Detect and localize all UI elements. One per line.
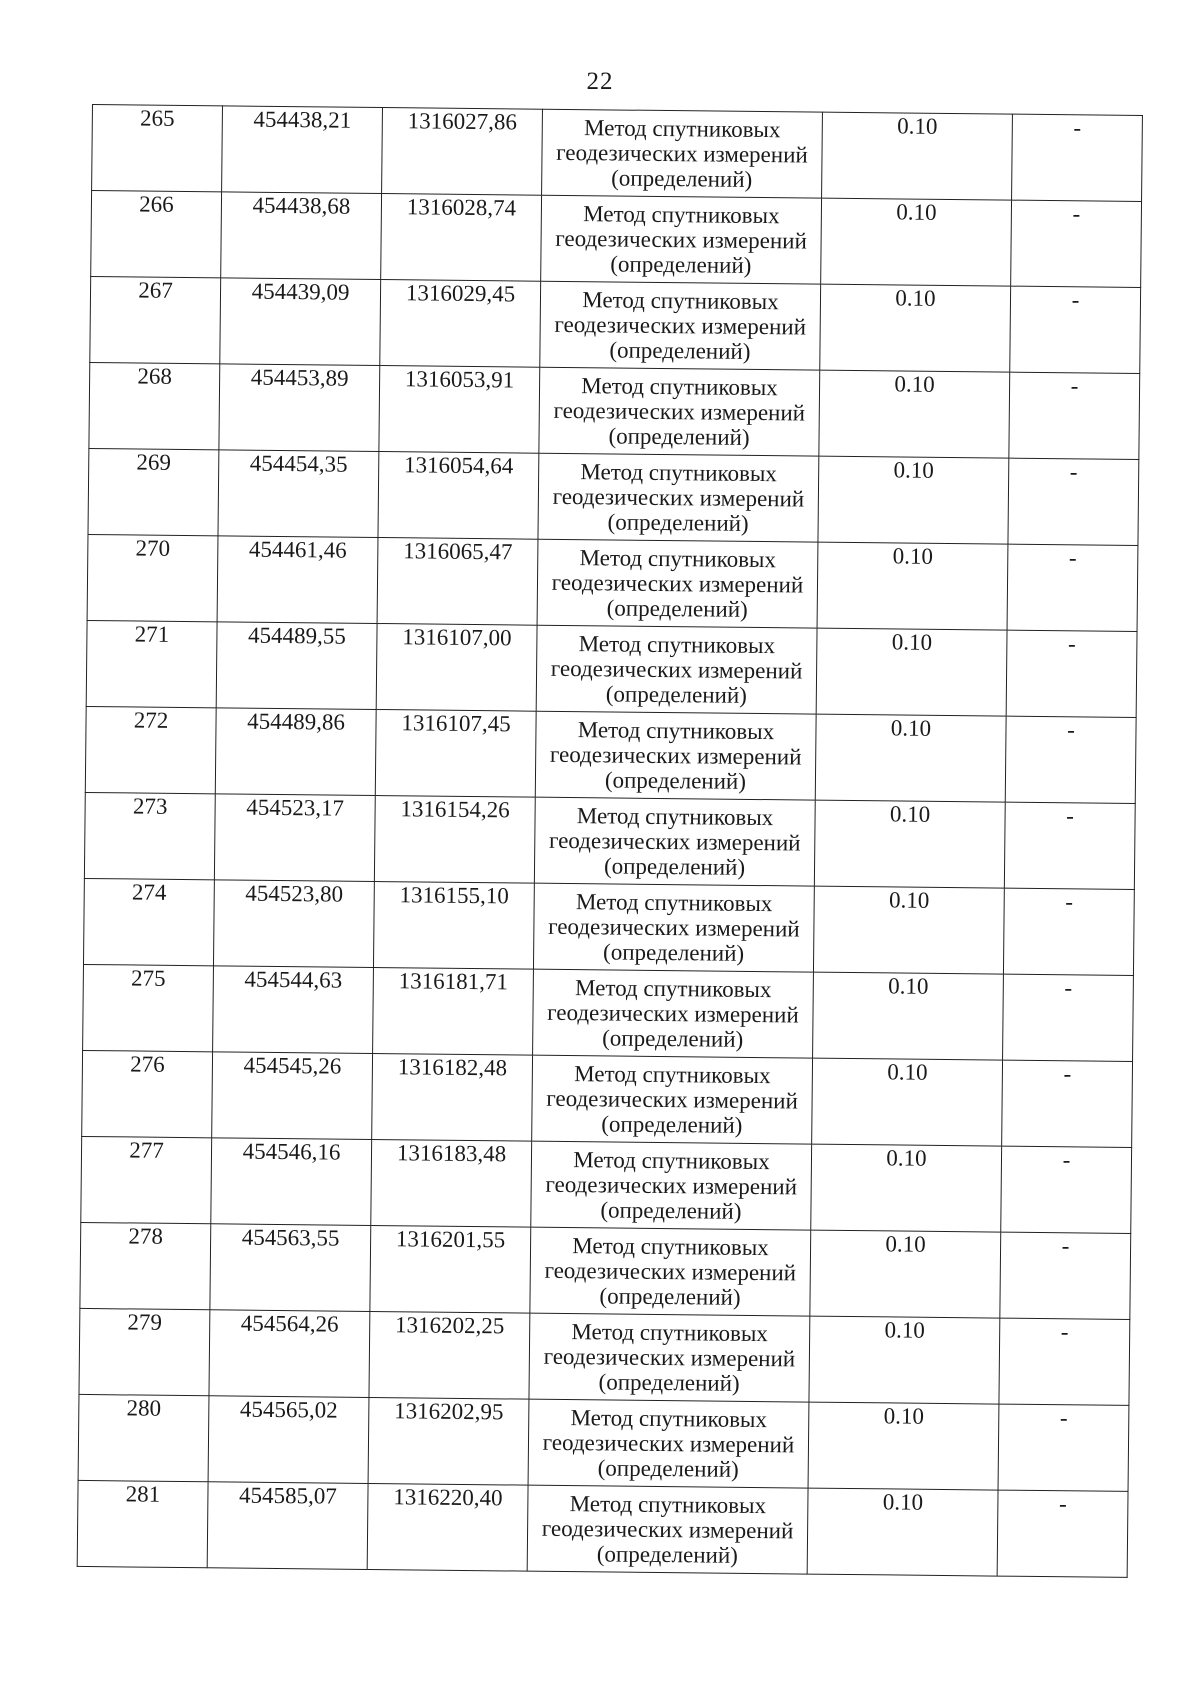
description-cell: - — [1009, 372, 1140, 459]
method-line: (определений) — [602, 939, 745, 967]
coordinate-x-cell: 454545,26 — [212, 1052, 373, 1140]
table-row — [83, 964, 1134, 1061]
method-line: Метод спутниковых — [571, 1318, 768, 1346]
accuracy-cell: 0.10 — [807, 1488, 998, 1576]
accuracy-cell: 0.10 — [815, 714, 1006, 802]
method-line: Метод спутниковых — [578, 630, 776, 658]
coordinate-y-cell: 1316054,64 — [378, 452, 539, 540]
point-number-cell: 269 — [88, 448, 219, 535]
method-cell — [537, 539, 818, 628]
table-row — [83, 878, 1134, 975]
accuracy-cell: 0.10 — [813, 886, 1004, 974]
description-cell: - — [997, 1490, 1128, 1577]
point-number-cell: 274 — [83, 878, 214, 965]
point-number-cell: 265 — [92, 105, 223, 192]
method-line: геодезических измерений — [553, 397, 806, 426]
point-number-cell: 271 — [86, 620, 217, 707]
method-line: геодезических измерений — [554, 311, 807, 340]
table-row — [88, 448, 1139, 545]
description-cell: - — [1001, 1146, 1132, 1233]
table-row — [90, 276, 1141, 373]
method-line: Метод спутниковых — [570, 1404, 768, 1432]
method-line: Метод спутниковых — [569, 1490, 767, 1518]
accuracy-cell: 0.10 — [808, 1402, 999, 1490]
coordinate-x-cell: 454546,16 — [211, 1138, 372, 1226]
coordinate-y-cell: 1316182,48 — [372, 1053, 533, 1141]
table-row — [89, 362, 1140, 459]
description-cell: - — [1007, 544, 1138, 631]
coordinate-y-cell: 1316107,45 — [375, 710, 536, 798]
table-row — [80, 1222, 1131, 1319]
method-line: Метод спутниковых — [581, 372, 778, 400]
coordinate-x-cell: 454461,46 — [217, 536, 378, 624]
method-line: (определений) — [608, 423, 750, 451]
coordinate-x-cell: 454489,55 — [216, 622, 377, 710]
accuracy-cell: 0.10 — [814, 800, 1005, 888]
description-cell: - — [1010, 286, 1141, 373]
coordinates-table — [77, 104, 1143, 1578]
coordinate-y-cell: 1316220,40 — [367, 1483, 528, 1571]
method-cell — [538, 453, 819, 542]
accuracy-cell: 0.10 — [809, 1316, 1000, 1404]
coordinate-x-cell: 454523,80 — [213, 880, 374, 968]
method-cell — [533, 969, 814, 1058]
method-cell — [531, 1141, 812, 1230]
description-cell: - — [998, 1404, 1129, 1491]
method-line: (определений) — [596, 1541, 738, 1568]
page-number: 22 — [586, 68, 614, 95]
coordinate-y-cell: 1316201,55 — [370, 1225, 531, 1313]
accuracy-cell: 0.10 — [820, 284, 1011, 372]
coordinate-x-cell: 454544,63 — [213, 966, 374, 1054]
point-number-cell: 267 — [90, 276, 221, 363]
table-row — [91, 191, 1142, 288]
method-line: (определений) — [602, 1025, 744, 1053]
coordinate-x-cell: 454585,07 — [207, 1482, 368, 1570]
point-number-cell: 272 — [85, 706, 216, 793]
method-line: геодезических измерений — [546, 1085, 798, 1114]
table-row — [85, 706, 1136, 803]
coordinate-y-cell: 1316107,00 — [376, 624, 537, 712]
description-cell: - — [1011, 200, 1142, 287]
method-line: Метод спутниковых — [582, 286, 779, 314]
table-row — [86, 620, 1137, 717]
method-line: геодезических измерений — [556, 139, 808, 168]
table-row — [92, 105, 1143, 202]
description-cell: - — [1003, 888, 1134, 975]
method-line: (определений) — [600, 1197, 742, 1225]
coordinate-x-cell: 454438,68 — [221, 192, 382, 280]
method-cell — [534, 797, 815, 886]
method-line: геодезических измерений — [545, 1171, 798, 1200]
coordinate-y-cell: 1316029,45 — [380, 280, 541, 368]
description-cell: - — [1002, 1060, 1133, 1147]
table-row — [84, 792, 1135, 889]
method-line: Метод спутниковых — [572, 1232, 769, 1260]
coordinate-x-cell: 454489,86 — [215, 708, 376, 796]
method-line: Метод спутниковых — [580, 458, 778, 486]
point-number-cell: 276 — [82, 1050, 213, 1137]
point-number-cell: 278 — [80, 1222, 211, 1309]
coordinate-x-cell: 454438,21 — [222, 106, 383, 194]
method-cell — [541, 195, 822, 284]
coordinate-x-cell: 454439,09 — [220, 278, 381, 366]
table-row — [87, 534, 1138, 631]
point-number-cell: 277 — [81, 1136, 212, 1223]
accuracy-cell: 0.10 — [819, 370, 1010, 458]
description-cell: - — [1004, 802, 1135, 889]
method-line: (определений) — [598, 1369, 740, 1396]
method-line: геодезических измерений — [549, 741, 802, 770]
method-line: Метод спутниковых — [577, 716, 775, 744]
method-line: Метод спутниковых — [579, 544, 777, 572]
coordinate-y-cell: 1316065,47 — [377, 538, 538, 626]
accuracy-cell: 0.10 — [813, 972, 1004, 1060]
method-cell — [529, 1313, 810, 1402]
accuracy-cell: 0.10 — [818, 456, 1009, 544]
description-cell: - — [1003, 974, 1134, 1061]
method-cell — [528, 1399, 809, 1488]
method-line: геодезических измерений — [551, 569, 804, 598]
method-cell — [530, 1227, 811, 1316]
method-line: геодезических измерений — [541, 1515, 794, 1544]
point-number-cell: 275 — [83, 964, 214, 1051]
coordinate-y-cell: 1316202,95 — [368, 1397, 529, 1485]
point-number-cell: 266 — [91, 191, 222, 278]
point-number-cell: 280 — [78, 1394, 209, 1481]
method-line: Метод спутниковых — [574, 1060, 771, 1088]
table-row — [78, 1394, 1129, 1491]
method-line: (определений) — [603, 853, 746, 881]
description-cell: - — [1012, 114, 1143, 201]
method-cell — [532, 1055, 813, 1144]
accuracy-cell: 0.10 — [811, 1144, 1002, 1232]
method-line: Метод спутниковых — [573, 1146, 770, 1174]
description-cell: - — [1008, 458, 1139, 545]
method-line: геодезических измерений — [548, 827, 801, 856]
coordinate-x-cell: 454453,89 — [219, 364, 380, 452]
method-line: Метод спутниковых — [575, 888, 773, 916]
coordinate-x-cell: 454564,26 — [209, 1310, 370, 1398]
method-line: (определений) — [599, 1283, 741, 1310]
coordinate-y-cell: 1316028,74 — [381, 194, 542, 282]
coordinates-table-container — [77, 104, 1142, 1578]
point-number-cell: 270 — [87, 534, 218, 621]
method-line: (определений) — [597, 1455, 739, 1482]
coordinate-y-cell: 1316053,91 — [379, 366, 540, 454]
method-line: (определений) — [606, 595, 748, 623]
table-row — [79, 1308, 1130, 1405]
method-line: Метод спутниковых — [576, 802, 774, 830]
method-line: геодезических измерений — [544, 1257, 797, 1286]
method-line: (определений) — [607, 509, 749, 537]
method-cell — [542, 109, 823, 198]
description-cell: - — [1006, 630, 1137, 717]
accuracy-cell: 0.10 — [822, 112, 1013, 200]
method-line: геодезических измерений — [550, 655, 803, 684]
accuracy-cell: 0.10 — [817, 542, 1008, 630]
method-line: (определений) — [605, 681, 748, 709]
coordinate-x-cell: 454454,35 — [218, 450, 379, 538]
method-line: (определений) — [601, 1111, 743, 1139]
method-line: (определений) — [610, 251, 752, 279]
table-body — [77, 105, 1142, 1578]
method-cell — [539, 367, 820, 456]
accuracy-cell: 0.10 — [810, 1230, 1001, 1318]
coordinate-x-cell: 454523,17 — [214, 794, 375, 882]
description-cell: - — [1000, 1232, 1131, 1319]
coordinate-y-cell: 1316183,48 — [371, 1139, 532, 1227]
accuracy-cell: 0.10 — [812, 1058, 1003, 1146]
table-row — [82, 1050, 1133, 1147]
point-number-cell: 268 — [89, 362, 220, 449]
method-cell — [535, 711, 816, 800]
method-line: Метод спутниковых — [583, 200, 780, 228]
point-number-cell: 279 — [79, 1308, 210, 1395]
accuracy-cell: 0.10 — [816, 628, 1007, 716]
method-cell — [527, 1485, 808, 1574]
method-cell — [536, 625, 817, 714]
table-row — [81, 1136, 1132, 1233]
point-number-cell: 273 — [84, 792, 215, 879]
accuracy-cell: 0.10 — [821, 198, 1012, 286]
coordinate-y-cell: 1316154,26 — [374, 796, 535, 884]
coordinate-y-cell: 1316027,86 — [382, 108, 543, 196]
point-number-cell: 281 — [77, 1480, 208, 1567]
coordinate-x-cell: 454565,02 — [208, 1396, 369, 1484]
method-line: (определений) — [611, 165, 753, 193]
coordinate-y-cell: 1316155,10 — [373, 881, 534, 969]
coordinate-x-cell: 454563,55 — [210, 1224, 371, 1312]
table-row — [77, 1480, 1128, 1577]
method-line: геодезических измерений — [552, 483, 805, 512]
method-line: геодезических измерений — [547, 999, 799, 1028]
method-line: (определений) — [609, 337, 751, 365]
coordinate-y-cell: 1316202,25 — [369, 1311, 530, 1399]
method-line: Метод спутниковых — [574, 974, 772, 1002]
method-line: геодезических измерений — [555, 225, 808, 254]
method-line: геодезических измерений — [542, 1429, 795, 1458]
description-cell: - — [1005, 716, 1136, 803]
coordinate-y-cell: 1316181,71 — [373, 967, 534, 1055]
method-cell — [533, 883, 814, 972]
method-line: геодезических измерений — [548, 913, 800, 942]
method-line: Метод спутниковых — [583, 114, 781, 142]
description-cell: - — [999, 1318, 1130, 1405]
method-cell — [540, 281, 821, 370]
method-line: геодезических измерений — [543, 1343, 796, 1372]
method-line: (определений) — [604, 767, 747, 795]
